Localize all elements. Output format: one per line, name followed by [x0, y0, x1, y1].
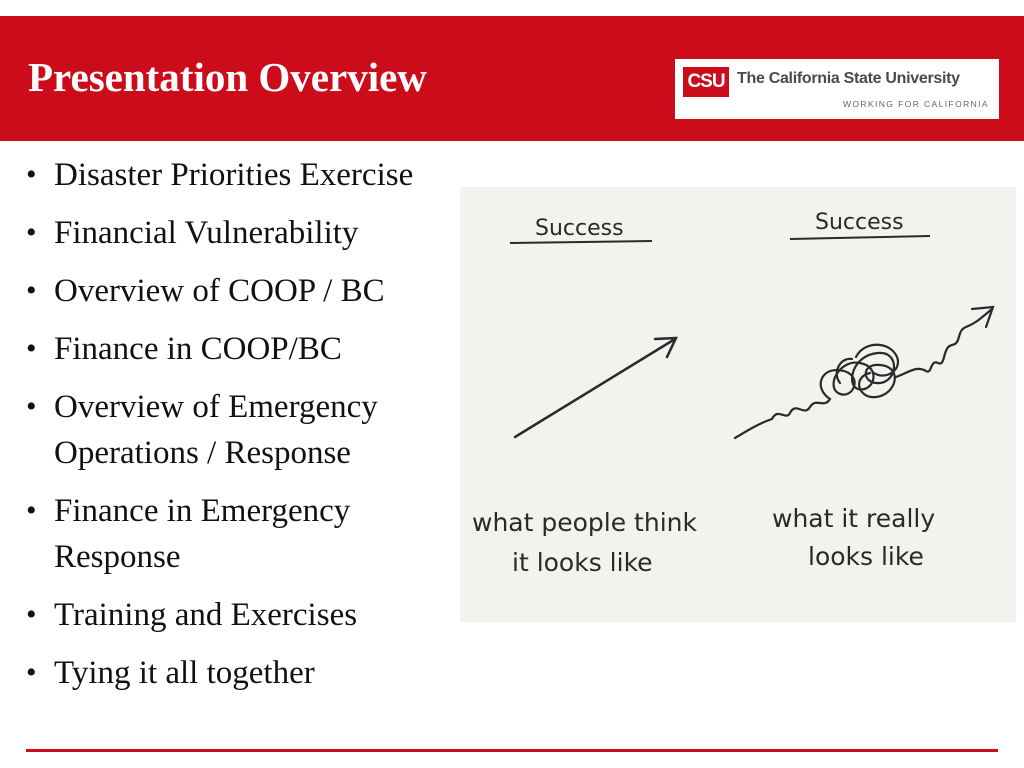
bullet-item: • Financial Vulnerability — [26, 210, 466, 256]
right-heading: Success — [815, 210, 904, 235]
title-bar — [0, 16, 1024, 141]
right-caption-line1: what it really — [772, 504, 936, 533]
logo-badge: CSU — [683, 67, 729, 97]
success-illustration — [460, 187, 1016, 622]
bullet-item: • Overview of Emergency Operations / Response — [26, 384, 466, 476]
bullet-item: • Tying it all together — [26, 650, 466, 696]
bullet-item: • Finance in COOP/BC — [26, 326, 466, 372]
left-caption-line2: it looks like — [512, 548, 653, 577]
left-underline — [510, 241, 652, 243]
bullet-list — [26, 152, 466, 708]
bullet-item: • Finance in Emergency Response — [26, 488, 466, 580]
straight-arrow — [515, 338, 676, 437]
right-caption-line2: looks like — [808, 542, 924, 571]
csu-logo — [675, 59, 999, 119]
success-drawing — [460, 187, 1016, 622]
squiggle-arrow — [735, 307, 993, 438]
logo-name: The California State University — [737, 70, 960, 87]
left-heading: Success — [535, 216, 624, 241]
right-underline — [790, 236, 930, 239]
bullet-item: • Training and Exercises — [26, 592, 466, 638]
bullet-item: • Disaster Priorities Exercise — [26, 152, 466, 198]
slide-title: Presentation Overview — [28, 54, 427, 100]
left-caption-line1: what people think — [472, 508, 697, 537]
logo-tagline: WORKING FOR CALIFORNIA — [842, 99, 989, 109]
bullet-item: • Overview of COOP / BC — [26, 268, 466, 314]
footer-divider — [26, 749, 998, 752]
